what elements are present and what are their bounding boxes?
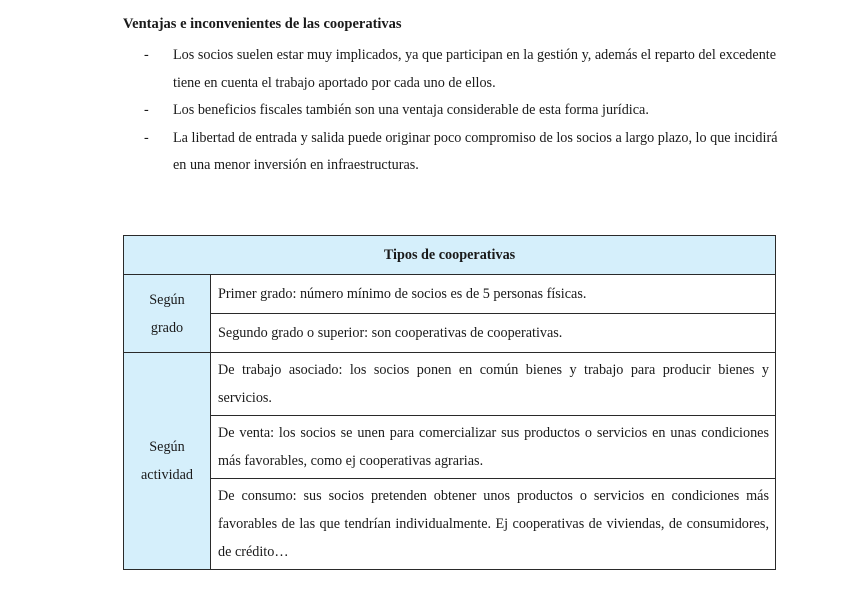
group-label-line: actividad (141, 467, 193, 483)
table-row (124, 353, 776, 416)
cooperative-types-table (123, 235, 776, 570)
table-cell: De consumo: sus socios pretenden obtener unos productos o servicios en condiciones más favorables de las que tendrían individualmente. Ej cooperativas de viviendas, de consumidores, de crédito… (211, 479, 776, 570)
list-item (144, 125, 784, 180)
table-cell: Segundo grado o superior: son cooperativas de cooperativas. (211, 314, 776, 353)
table-header-row (124, 236, 776, 275)
bullet-dash: - (144, 129, 149, 146)
bullet-dash: - (144, 47, 149, 63)
table-cell: Primer grado: número mínimo de socios es de 5 personas físicas. (211, 275, 776, 314)
table-row (124, 416, 776, 479)
list-item (144, 42, 784, 97)
table-cell: De trabajo asociado: los socios ponen en común bienes y trabajo para producir bienes y servicios. (211, 353, 776, 416)
group-label-grado (124, 275, 211, 353)
list-item (144, 97, 784, 125)
table-header: Tipos de cooperativas (124, 236, 776, 275)
group-label-line: Según (149, 439, 185, 455)
table-cell: De venta: los socios se unen para comercializar sus productos o servicios en unas condiciones más favorables, como ej cooperativas agrarias. (211, 416, 776, 479)
group-label-line: grado (150, 319, 184, 336)
table-row (124, 314, 776, 353)
section-title: Ventajas e inconvenientes de las cooperativas (123, 16, 402, 32)
table-row (124, 479, 776, 570)
group-label-line: Según (149, 291, 185, 308)
bullet-text: Los socios suelen estar muy implicados, ya que participan en la gestión y, además el reparto del excedente tiene en cuenta el trabajo aportado por cada uno de ellos. (173, 47, 777, 91)
bullet-text: La libertad de entrada y salida puede originar poco compromiso de los socios a largo plazo, lo que incidirá en una menor inversión en infraestructuras. (173, 129, 778, 173)
table-row (124, 275, 776, 314)
bullet-text: Los beneficios fiscales también son una ventaja considerable de esta forma jurídica. (173, 102, 649, 118)
group-label-actividad (124, 353, 211, 570)
bullet-list (144, 42, 784, 180)
bullet-dash: - (144, 102, 149, 118)
